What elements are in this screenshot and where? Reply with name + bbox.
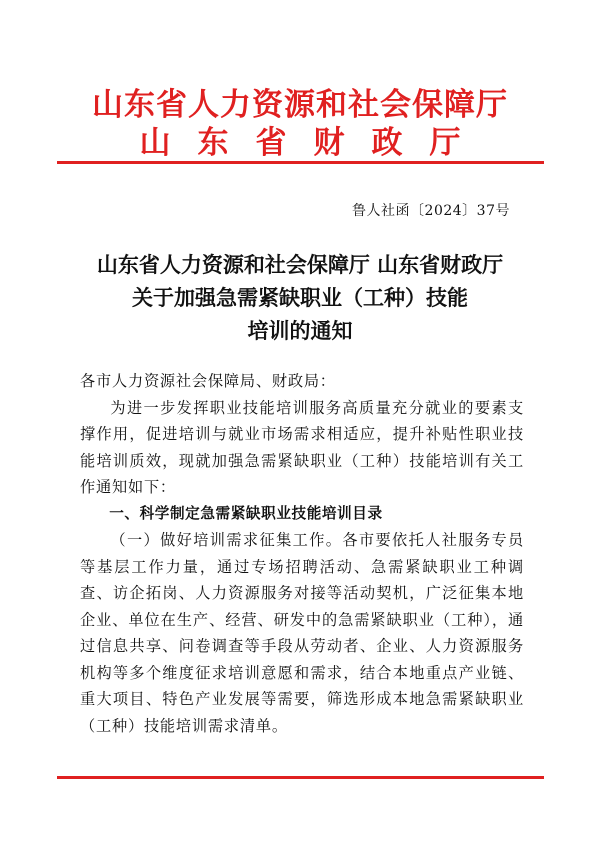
issuing-authority-header: [0, 86, 600, 162]
title-line-2: 关于加强急需紧缺职业（工种）技能: [132, 285, 468, 310]
header-red-rule: [57, 161, 544, 164]
document-title: [0, 248, 600, 347]
document-body: [80, 368, 524, 739]
header-authority-hrss: 山东省人力资源和社会保障厅: [92, 87, 508, 123]
section-1-heading: 一、科学制定急需紧缺职业技能培训目录: [109, 504, 383, 522]
salutation: 各市人力资源社会保障局、财政局：: [80, 372, 336, 390]
title-line-3: 培训的通知: [247, 318, 353, 343]
document-number: 鲁人社函〔2024〕37号: [352, 203, 510, 219]
intro-paragraph: 为进一步发挥职业技能培训服务高质量充分就业的要素支撑作用，促进培训与就业市场需求相适应，提升补贴性职业技能培训质效，现就加强急需紧缺职业（工种）技能培训有关工作通知如下：: [80, 398, 524, 496]
title-line-1: 山东省人力资源和社会保障厅 山东省财政厅: [96, 252, 504, 277]
header-authority-finance: 山东省财政厅: [139, 125, 488, 161]
footer-red-rule: [57, 776, 544, 779]
subsection-1-paragraph: （一）做好培训需求征集工作。各市要依托人社服务专员等基层工作力量，通过专场招聘活动、急需紧缺职业工种调查、访企拓岗、人力资源服务对接等活动契机，广泛征集本地企业、单位在生产、经营、研发中的急需紧缺职业（工种），通过信息共享、问卷调查等手段从劳动者、企业、人力资源服务机构等多个维度征求培训意愿和需求，结合本地重点产业链、重大项目、特色产业发展等需要，筛选形成本地急需紧缺职业（工种）技能培训需求清单。: [80, 531, 524, 735]
